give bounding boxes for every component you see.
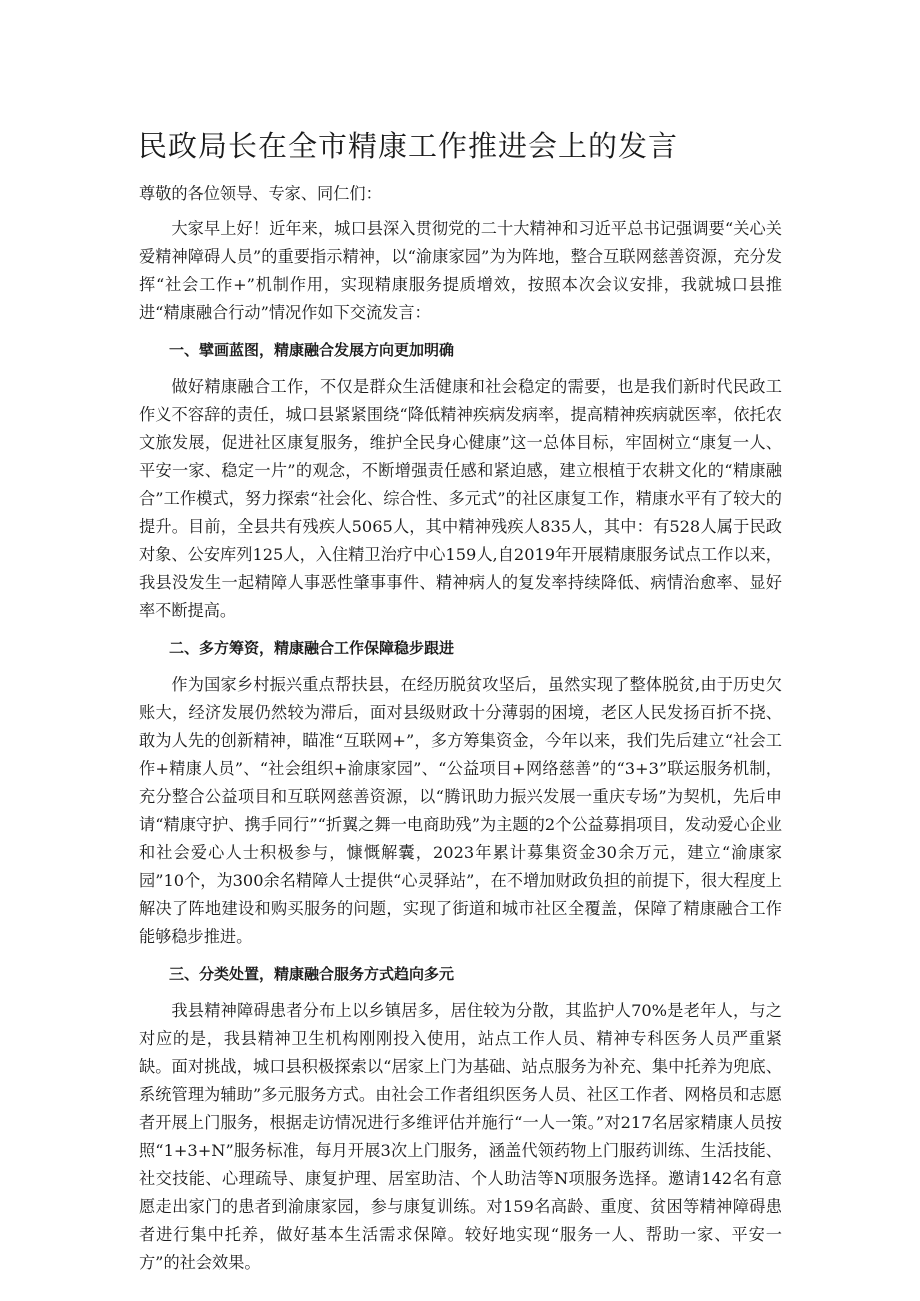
section-heading-2: 二、多方筹资，精康融合工作保障稳步跟进 [169,639,455,657]
document-title: 民政局长在全市精康工作推进会上的发言 [138,129,679,163]
salutation: 尊敬的各位领导、专家、同仁们： [139,184,382,203]
section-body-2: 作为国家乡村振兴重点帮扶县，在经历脱贫攻坚后，虽然实现了整体脱贫,由于历史欠账大，经济发展仍然较为滞后，面对县级财政十分薄弱的困境，老区人民发扬百折不挠、敢为人先的创新精神，瞄准“互联网+”，多方筹集资金，今年以来，我们先后建立“社会工作+精康人员”、“社会组织+渝康家园”、“公益项目+网络慈善”的“3+3”联运服务机制，充分整合公益项目和互联网慈善资源，以“腾讯助力振兴发展一重庆专场”为契机，先后申请“精康守护、携手同行”“折翼之舞一电商助残”为主题的2个公益募捐项目，发动爱心企业和社会爱心人士积极参与，慷慨解囊，2023年累计募集资金30余万元，建立“渝康家园”10个，为300余名精障人士提供“心灵驿站”，在不增加财政负担的前提下，很大程度上解决了阵地建设和购买服务的问题，实现了街道和城市社区全覆盖，保障了精康融合工作能够稳步推进。 [139,675,782,946]
document-body [139,180,782,1277]
section-heading-3: 三、分类处置，精康融合服务方式趋向多元 [169,965,455,983]
section-body-3: 我县精神障碍患者分布上以乡镇居多，居住较为分散，其监护人70%是老年人，与之对应的是，我县精神卫生机构刚刚投入使用，站点工作人员、精神专科医务人员严重紧缺。面对挑战，城口县积极探索以“居家上门为基础、站点服务为补充、集中托养为兜底、系统管理为辅助”多元服务方式。由社会工作者组织医务人员、社区工作者、网格员和志愿者开展上门服务，根据走访情况进行多维评估并施行“一人一策。”对217名居家精康人员按照“1+3+N”服务标准，每月开展3次上门服务，涵盖代领药物上门服药训练、生活技能、社交技能、心理疏导、康复护理、居室助洁、个人助洁等N项服务选择。邀请142名有意愿走出家门的患者到渝康家园，参与康复训练。对159名高龄、重度、贫困等精神障碍患者进行集中托养，做好基本生活需求保障。较好地实现“服务一人、帮助一家、平安一方”的社会效果。 [139,1001,782,1272]
section-heading-1: 一、擘画蓝图，精康融合发展方向更加明确 [169,341,455,359]
intro-paragraph: 大家早上好！近年来，城口县深入贯彻党的二十大精神和习近平总书记强调要“关心关爱精神障碍人员”的重要指示精神，以“渝康家园”为为阵地，整合互联网慈善资源，充分发挥“社会工作+”机制作用，实现精康服务提质增效，按照本次会议安排，我就城口县推进“精康融合行动”情况作如下交流发言： [139,219,782,322]
section-body-1: 做好精康融合工作，不仅是群众生活健康和社会稳定的需要，也是我们新时代民政工作义不容辞的责任，城口县紧紧围绕“降低精神疾病发病率，提高精神疾病就医率，依托农文旅发展，促进社区康复服务，维护全民身心健康”这一总体目标，牢固树立“康复一人、平安一家、稳定一片”的观念，不断增强责任感和紧迫感，建立根植于农耕文化的“精康融合”工作模式，努力探索“社会化、综合性、多元式”的社区康复工作，精康水平有了较大的提升。目前，全县共有残疾人5065人，其中精神残疾人835人，其中：有528人属于民政对象、公安库列125人，入住精卫治疗中心159人,自2019年开展精康服务试点工作以来，我县没发生一起精障人事恶性肇事事件、精神病人的复发率持续降低、病情治愈率、显好率不断提高。 [139,377,782,620]
